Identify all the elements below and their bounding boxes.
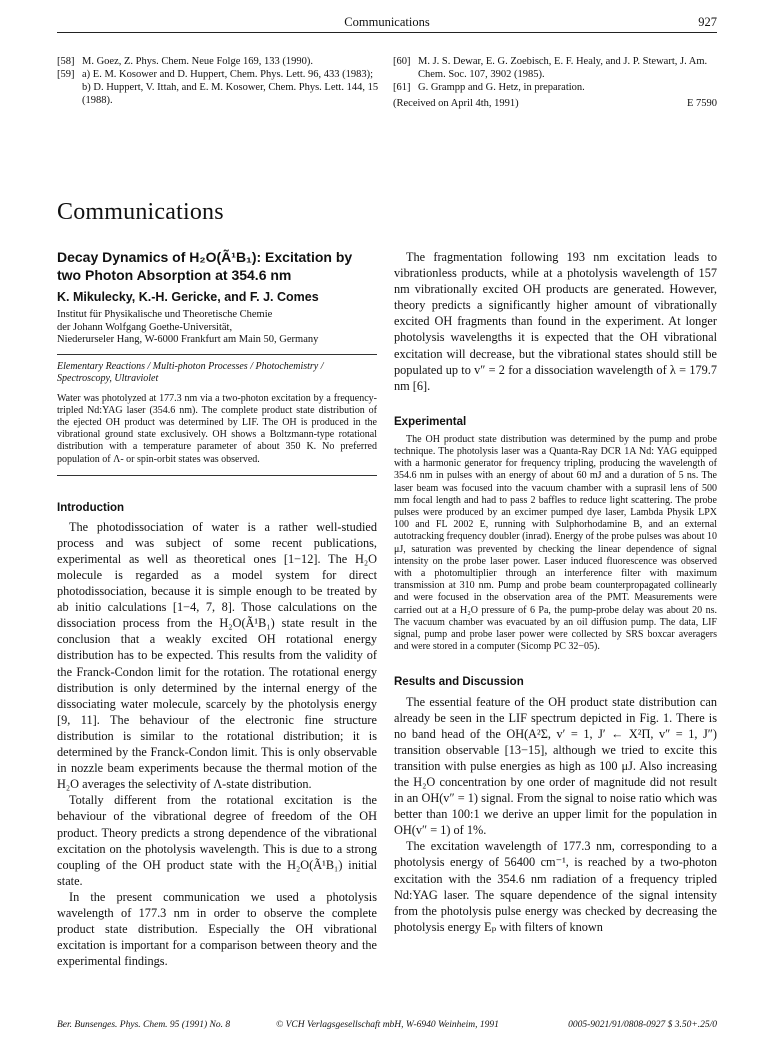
- reference-text: M. Goez, Z. Phys. Chem. Neue Folge 169, 133 (1990).: [82, 56, 313, 67]
- journal-citation: Ber. Bunsenges. Phys. Chem. 95 (1991) No. 8: [57, 1020, 231, 1030]
- article-authors: K. Mikulecky, K.-H. Gericke, and F. J. Comes: [57, 290, 319, 304]
- reference-number: [61]: [393, 82, 411, 93]
- reference-text: M. J. S. Dewar, E. G. Zoebisch, E. F. Healy, and J. P. Stewart, J. Am. Chem. Soc. 107, 3902 (1985).: [418, 56, 708, 80]
- affiliation-line: Niederurseler Hang, W-6000 Frankfurt am Main 50, Germany: [57, 334, 319, 345]
- affiliation-line: Institut für Physikalische und Theoretische Chemie: [57, 309, 273, 320]
- affiliation: [57, 309, 377, 347]
- abstract: Water was photolyzed at 177.3 nm via a two-photon excitation by a frequency-tripled Nd:YAG laser (354.6 nm). The complete product state distribution of the ejected OH product was determined by LIF. The OH is produced in the vibrational ground state exclusively. OH shows a Boltzmann-type rotational distribution with a temperature parameter of about 350 K. No preferred population of Λ- or spin-orbit states was observed.: [57, 392, 377, 465]
- received-date: (Received on April 4th, 1991): [393, 98, 519, 109]
- article-title: Decay Dynamics of H₂O(Ã¹B₁): Excitation by two Photon Absorption at 354.6 nm: [57, 249, 353, 283]
- introduction-paragraph: The photodissociation of water is a rather well-studied process and was subject of some recent publications, experimental as well as theoretical ones [1−12]. The H₂O molecule is regarded as a model system for direct photodissociation, because it is simple enough to be treated by ab initio calculations [1−4, 7, 8]. Those calculations on the dissociation process from the H₂O(Ã¹B₁) state result in the conclusion that a weakly excited OH rotational energy distribution has to be expected. This results from the validity of the Franck-Condon limit for the rotation. The rotational energy distribution is only determined by the internal energy of the dissociating water molecule, scarcely by the photolysis energy [9, 11]. The behaviour of the electronic fine structure distribution is similar to the rotational distribution; it is determined by the Franck-Condon limit. This is only observable in nozzle beam experiments because the thermal motion of the H₂O averages the selectivity of Λ-state distribution.: [57, 519, 377, 792]
- divider: [57, 475, 377, 476]
- reference-text: a) E. M. Kosower and D. Huppert, Chem. Phys. Lett. 96, 433 (1983); b) D. Huppert, V. Ittah, and E. M. Kosower, Chem. Phys. Lett. 144, 15 (1988).: [82, 69, 379, 106]
- intro-continuation-paragraph: The fragmentation following 193 nm excitation leads to vibrationless products, while at a photolysis wavelength of 157 nm vibrationally excited OH products are generated. However, theory predicts a significantly higher amount of vibrationally excited OH fragments than found in the experiment. At longer photolysis wavelengths it is expected that the OH vibrational excitation will decrease, but the vibrational states should still be populated up to v″ = 2 for a dissociation wavelength of λ = 179.7 nm [6].: [394, 250, 717, 393]
- reference-item: [57, 68, 380, 107]
- references-right: [393, 55, 717, 110]
- reference-item: [393, 55, 717, 81]
- introduction-paragraph: Totally different from the rotational excitation is the behaviour of the vibrational degree of freedom of the OH product. Theory predicts a strong dependence of the vibrational excitation on the photolysis wavelength. This is due to a strong coupling of the OH product state with the H₂O(Ã¹B₁) initial state.: [57, 793, 377, 888]
- reference-number: [58]: [57, 56, 75, 67]
- reference-item: [57, 55, 380, 68]
- reference-text: G. Grampp and G. Hetz, in preparation.: [418, 82, 585, 93]
- page-number: 927: [698, 15, 717, 29]
- experimental-heading: Experimental: [394, 415, 467, 428]
- results-paragraph: The essential feature of the OH product state distribution can already be seen in the LIF spectrum depicted in Fig. 1. There is no band head of the OH(A²Σ, v′ = 1, J′ ← X²Π, v″ = 1, J″) transition observable [13−15], although we tried to excite this transition with pulse energies as high as 100 μJ. Also increasing the H₂O concentration by one order of magnitude did not result in an OH(v″ = 1) signal. From the signal to noise ratio which was better than 100:1 we derive an upper limit for the population in OH(v″ = 1) of 1%.: [394, 694, 717, 838]
- left-column: [57, 249, 377, 969]
- introduction-heading: Introduction: [57, 501, 125, 514]
- reference-number: [60]: [393, 56, 411, 67]
- keywords: Elementary Reactions / Multi-photon Processes / Photochemistry / Spectroscopy, Ultraviolet: [57, 360, 324, 384]
- section-title: Communications: [57, 199, 224, 225]
- publisher-copyright: © VCH Verlagsgesellschaft mbH, W-6940 Weinheim, 1991: [276, 1020, 499, 1030]
- results-heading: Results and Discussion: [394, 675, 524, 688]
- reference-number: [59]: [57, 69, 75, 80]
- running-header: [57, 13, 717, 33]
- results-paragraph: The excitation wavelength of 177.3 nm, corresponding to a photolysis energy of 56400 cm⁻¹, is reached by a two-photon excitation with the 354.6 nm radiation of a frequency tripled Nd:YAG laser. The square dependence of the signal intensity from the photolysis pulse energy was checked by decreasing the photolysis energy Eₚ with filters of known: [394, 839, 717, 934]
- experimental-paragraph: The OH product state distribution was determined by the pump and probe technique. The photolysis laser was a Quanta-Ray DCR 1A Nd: YAG equipped with a harmonic generator for frequency tripling, producing the wavelength of 354.6 nm in pulses with an energy of about 60 mJ and a duration of 5 ns. The laser beam was focused into the vacuum chamber with a suprasil lens of 500 mm focal length and had to pass 2 baffles to reduce light scattering. The probe pulses were produced by an excimer pumped dye laser, Lambda Physik LPX 100 and FL 2002 E, running with Sulphorhodamine B, and an external autotracking frequency doubler (inrad). Energy of the probe pulses was about 10 μJ, saturation was prevented by checking the linear dependence of signal intensity on the probe laser power. Laser induced fluorescence was observed with a photomultiplier through an interference filter with maximum transmission at 310 nm. Pump and probe beam counterpropagated collinearly and were focused in the observation area of the PMT. Measurements were carried out at a H₂O pressure of 6 Pa, the pump-probe delay was about 20 ns. The vacuum chamber was evacuated by an oil diffusion pump. The data, LIF signal, pump and probe laser power were collected by SRS boxcar averagers and were stored in a computer (Sicomp PC 32−05).: [394, 433, 717, 653]
- article-code: 0005-9021/91/0808-0927 $ 3.50+.25/0: [568, 1020, 717, 1030]
- references-left: [57, 55, 380, 107]
- affiliation-line: der Johann Wolfgang Goethe-Universität,: [57, 321, 233, 333]
- received-line: [393, 97, 717, 110]
- introduction-paragraph: In the present communication we used a photolysis wavelength of 177.3 nm in order to observe the complete product state distribution. Especially the OH vibrational excitation is important for a comparison between theory and the experimental findings.: [57, 889, 377, 969]
- divider: [57, 354, 377, 355]
- running-header-section: Communications: [344, 15, 430, 29]
- reference-item: [393, 81, 717, 94]
- manuscript-code: E 7590: [686, 98, 717, 109]
- right-column: [394, 249, 717, 935]
